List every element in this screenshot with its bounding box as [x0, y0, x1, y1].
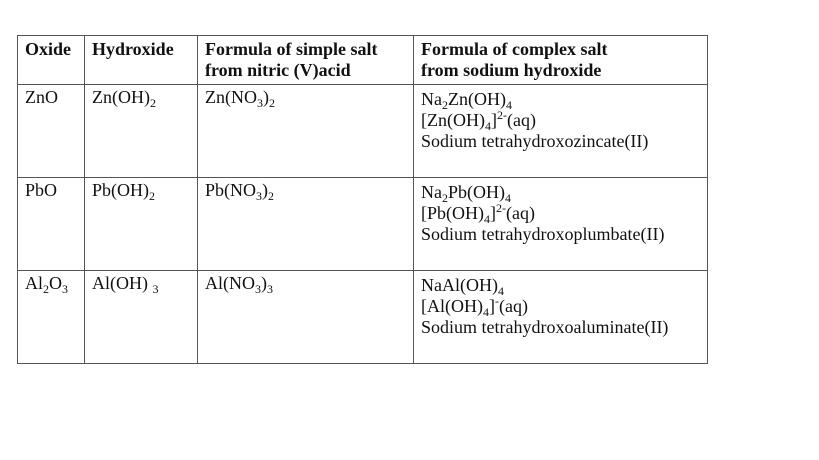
header-hydroxide-text: Hydroxide — [92, 39, 174, 59]
hydroxide-formula: Al(OH) $_3$ — [92, 273, 159, 296]
header-simple-salt — [198, 36, 414, 85]
amphoteric-oxides-table — [17, 35, 708, 364]
superscript: 2- — [496, 108, 507, 122]
complex-ion-formula: $[Pb(OH)_4]^{2-}(aq)$ — [421, 201, 535, 226]
superscript: 2- — [496, 201, 506, 215]
hydroxide-cell — [85, 85, 198, 178]
subscript: 3 — [256, 189, 263, 203]
table-row — [18, 271, 708, 364]
subscript: 4 — [482, 305, 489, 319]
subscript: 2 — [442, 98, 448, 112]
table-row — [18, 178, 708, 271]
oxide-cell — [18, 178, 85, 271]
subscript: 3 — [152, 282, 159, 296]
subscript: 2 — [43, 282, 49, 296]
oxide-cell — [18, 271, 85, 364]
subscript: 4 — [505, 98, 512, 112]
superscript: - — [494, 294, 499, 308]
complex-salt-cell — [414, 178, 708, 271]
header-hydroxide — [85, 36, 198, 85]
oxide-formula: $Al_2O_3$ — [25, 273, 68, 296]
header-simple-salt-line-1: Formula of simple salt — [205, 39, 378, 59]
complex-salt-name: Sodium tetrahydroxoaluminate(II) — [421, 317, 669, 337]
complex-salt-name: Sodium tetrahydroxozincate(II) — [421, 131, 649, 151]
header-oxide — [18, 36, 85, 85]
complex-ion-formula: $[Al(OH)_4]^-(aq)$ — [421, 294, 528, 319]
hydroxide-formula: $Pb(OH)_2$ — [92, 180, 155, 203]
nitrate-formula: $Zn(NO_3)_2$ — [205, 87, 275, 110]
subscript: 4 — [484, 119, 491, 133]
table-row — [18, 85, 708, 178]
subscript: 3 — [62, 282, 68, 296]
header-simple-salt-line-2: from nitric (V)acid — [205, 60, 351, 80]
subscript: 2 — [269, 96, 275, 110]
subscript: 4 — [505, 191, 511, 205]
complex-salt-formula: $NaAl(OH)_4$ — [421, 275, 504, 298]
subscript: 3 — [267, 282, 273, 296]
simple-salt-cell — [198, 271, 414, 364]
simple-salt-cell — [198, 178, 414, 271]
oxide-formula: ZnO — [25, 87, 58, 107]
complex-salt-formula: $Na_2Pb(OH)_4$ — [421, 182, 511, 205]
subscript: 3 — [255, 282, 261, 296]
nitrate-formula: $Pb(NO_3)_2$ — [205, 180, 275, 203]
complex-salt-cell — [414, 271, 708, 364]
complex-ion-formula: $[Zn(OH)_4]^{2-}(aq)$ — [421, 108, 536, 133]
header-row — [18, 36, 708, 85]
subscript: 3 — [257, 96, 263, 110]
hydroxide-cell — [85, 271, 198, 364]
subscript: 2 — [442, 191, 448, 205]
simple-salt-cell — [198, 85, 414, 178]
header-oxide-text: Oxide — [25, 39, 72, 59]
hydroxide-formula: $Zn(OH)_2$ — [92, 87, 156, 110]
header-complex-salt — [414, 36, 708, 85]
subscript: 4 — [484, 212, 490, 226]
oxide-cell — [18, 85, 85, 178]
oxide-formula: PbO — [25, 180, 58, 200]
complex-salt-cell — [414, 85, 708, 178]
complex-salt-name: Sodium tetrahydroxoplumbate(II) — [421, 224, 665, 244]
subscript: 2 — [268, 189, 275, 203]
subscript: 2 — [149, 189, 155, 203]
subscript: 2 — [149, 96, 156, 110]
nitrate-formula: $Al(NO_3)_3$ — [205, 273, 273, 296]
complex-salt-formula: $Na_2Zn(OH)_4$ — [421, 89, 512, 112]
hydroxide-cell — [85, 178, 198, 271]
header-complex-salt-line-2: from sodium hydroxide — [421, 60, 602, 80]
header-complex-salt-line-1: Formula of complex salt — [421, 39, 608, 59]
subscript: 4 — [497, 284, 504, 298]
